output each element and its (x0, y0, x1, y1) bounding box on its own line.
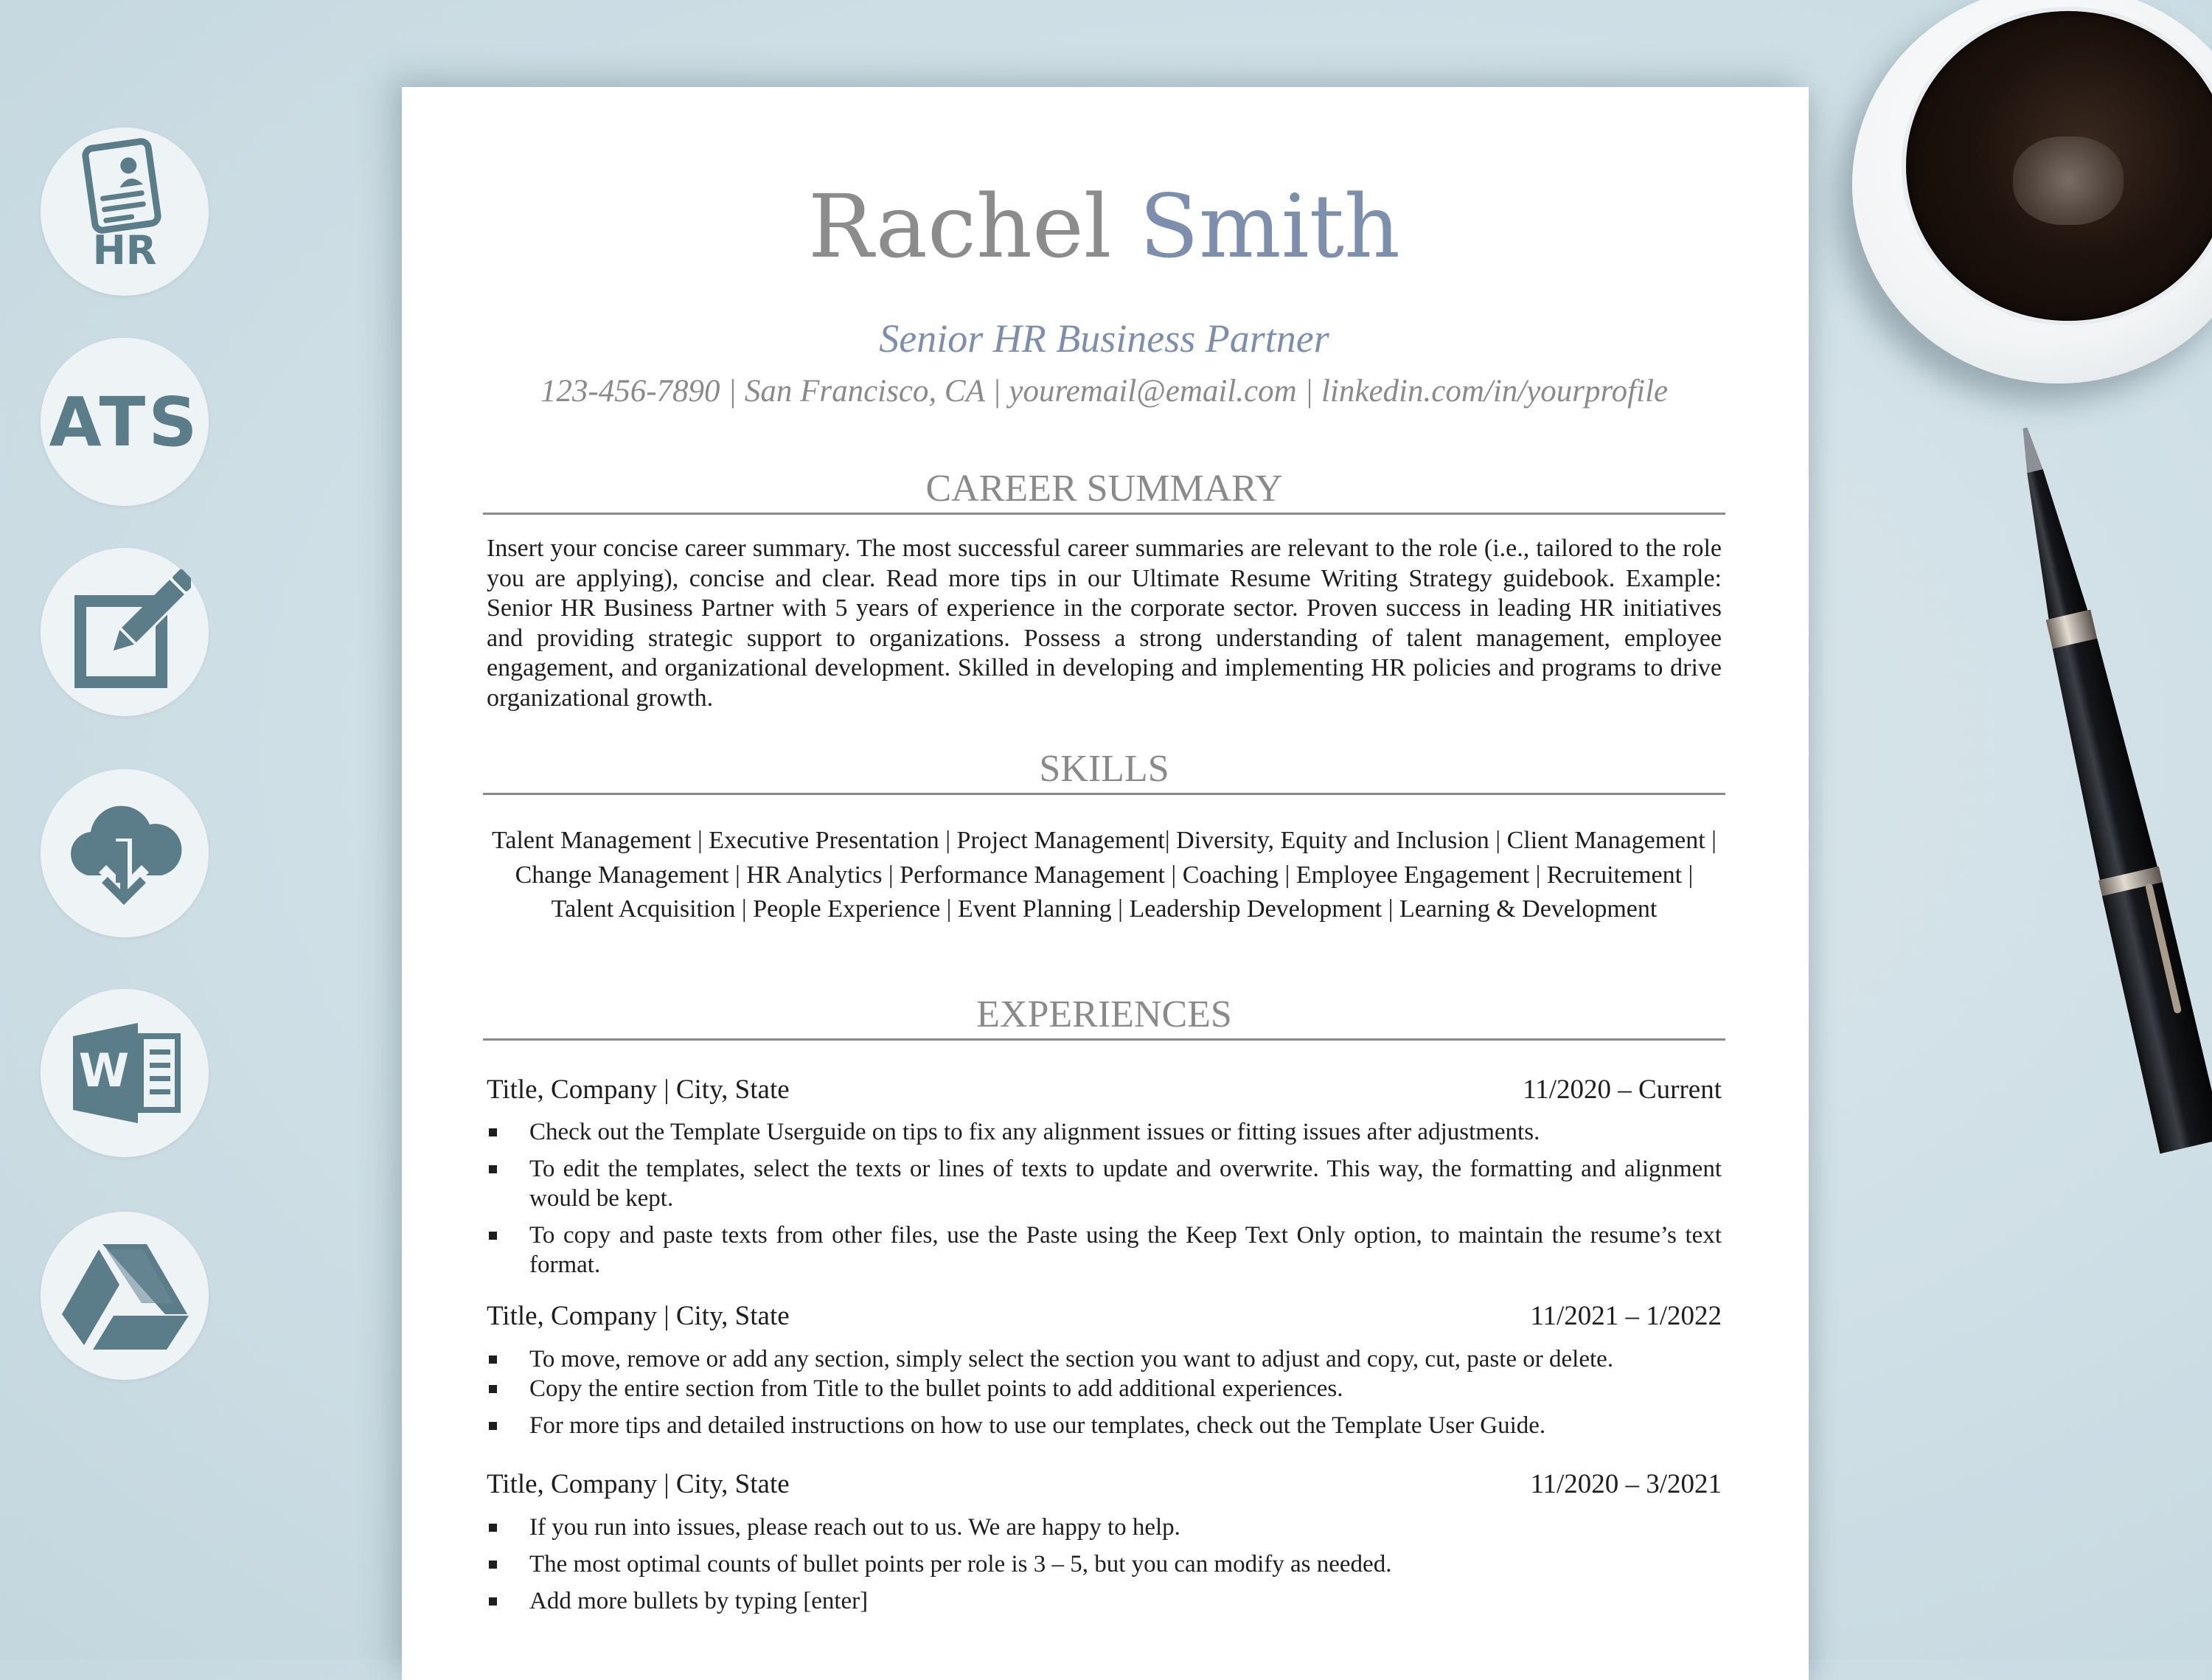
last-name: Smith (1139, 176, 1400, 277)
job-header (487, 1075, 1722, 1105)
job-title-company: Title, Company | City, State (487, 1075, 790, 1105)
contact-line: 123-456-7890 | San Francisco, CA | youremail@email.com | linkedin.com/in/yourprofile (540, 374, 1669, 409)
bullet-text: To move, remove or add any section, simply select the section you want to adjust and copy, cut, paste or delete. (529, 1346, 1614, 1372)
job-header (487, 1302, 1722, 1332)
bullet-item (487, 1117, 1722, 1147)
resume-hr-icon (41, 128, 209, 296)
skills-heading: SKILLS (483, 747, 1725, 795)
word-icon (41, 989, 209, 1157)
resume-page (402, 87, 1809, 1680)
bullet-text: To copy and paste texts from other files, use the Paste using the Keep Text Only option, to maintain the resume’s text format. (529, 1222, 1722, 1278)
edit-icon (41, 548, 209, 716)
career-summary-heading: CAREER SUMMARY (483, 467, 1725, 515)
bullet-item (487, 1154, 1722, 1213)
job-title-company: Title, Company | City, State (487, 1469, 790, 1499)
job-bullets (487, 1513, 1722, 1623)
bullet-text: Add more bullets by typing [enter] (529, 1588, 869, 1614)
bullet-text: For more tips and detailed instructions on how to use our templates, check out the Template User Guide. (529, 1412, 1546, 1439)
job-dates: 11/2021 – 1/2022 (1530, 1301, 1722, 1331)
skills-text: Talent Management | Executive Presentation | Project Management| Diversity, Equity and Inclusion | Client Management | Change Management | HR Analytics | Performance Management | Coaching | Employee Engagement | Recruitement | Talent Acquisition | People Experience | Event Planning | Leadership Development | Learning & Development (491, 827, 1717, 923)
bullet-item (487, 1221, 1722, 1280)
experiences-heading: EXPERIENCES (483, 993, 1725, 1041)
career-summary-text: Insert your concise career summary. The most successful career summaries are relevant to the role (i.e., tailored to the role you are applying), concise and clear. Read more tips in our Ultimate Resume Writing Strategy guidebook. Example: Senior HR Business Partner with 5 years of experience in the corporate sector. Proven success in leading HR initiatives and providing strategic support to organizations. Possess a strong understanding of talent management, employee engagement, and organizational development. Skilled in developing and implementing HR policies and programs to drive organizational growth. (487, 535, 1722, 712)
job-dates: 11/2020 – 3/2021 (1530, 1469, 1722, 1499)
job-bullets (487, 1344, 1722, 1448)
job-bullets (487, 1117, 1722, 1287)
bullet-text: To edit the templates, select the texts or lines of texts to update and overwrite. This way, the formatting and alignment would be kept. (529, 1156, 1722, 1212)
job-header (487, 1470, 1722, 1500)
job-title-company: Title, Company | City, State (487, 1301, 790, 1331)
pen (1991, 428, 2212, 1313)
resume-name (487, 176, 1722, 277)
bullet-text: Check out the Template Userguide on tips to fix any alignment issues or fitting issues after adjustments. (529, 1119, 1540, 1145)
bullet-item (487, 1374, 1722, 1403)
coffee-foam (2013, 136, 2124, 225)
job-title: Senior HR Business Partner (879, 316, 1329, 361)
bullet-item (487, 1549, 1722, 1579)
ats-label: ATS (49, 382, 201, 462)
bullet-item (487, 1586, 1722, 1616)
job-dates: 11/2020 – Current (1523, 1075, 1722, 1105)
bullet-item (487, 1344, 1722, 1374)
first-name: Rachel (808, 176, 1112, 277)
google-drive-icon (41, 1212, 209, 1380)
bullet-text: Copy the entire section from Title to the bullet points to add additional experiences. (529, 1375, 1343, 1402)
bullet-text: The most optimal counts of bullet points per role is 3 – 5, but you can modify as needed. (529, 1551, 1392, 1577)
svg-text:W: W (78, 1044, 130, 1097)
cloud-download-icon (41, 769, 209, 937)
ats-icon (41, 338, 209, 506)
bullet-item (487, 1411, 1722, 1440)
bullet-item (487, 1513, 1722, 1542)
hr-label: HR (92, 227, 157, 274)
bullet-text: If you run into issues, please reach out to us. We are happy to help. (529, 1514, 1180, 1541)
